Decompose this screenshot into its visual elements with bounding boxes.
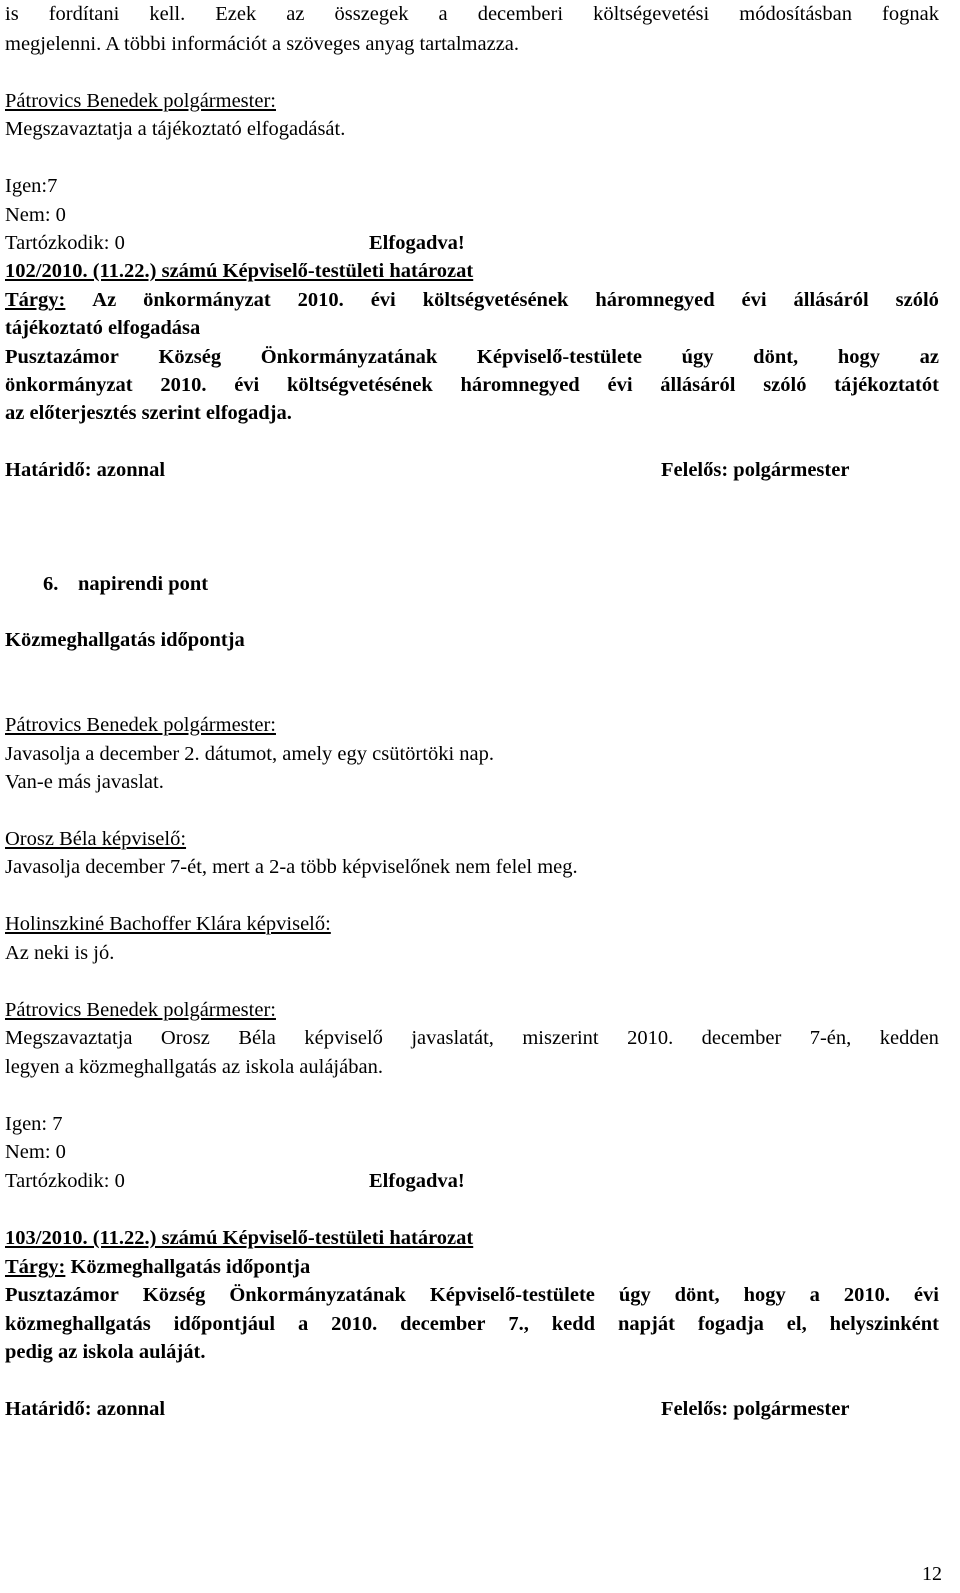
- responsible: Felelős: polgármester: [661, 459, 850, 481]
- speaker-text: Javasolja a december 2. dátumot, amely egy csütörtöki nap.: [5, 743, 494, 765]
- word: 2010.: [297, 289, 344, 311]
- word: kedd: [551, 1313, 596, 1335]
- page-number: 12: [922, 1563, 942, 1585]
- word: Béla: [238, 1027, 276, 1049]
- agenda-topic: Közmeghallgatás időpontja: [5, 629, 245, 651]
- word: 2010.: [843, 1284, 890, 1306]
- speaker-text-line-1: [5, 1024, 939, 1052]
- word: hogy: [837, 346, 880, 368]
- word: 2010.: [331, 1313, 378, 1335]
- subject-label: Tárgy:: [5, 1256, 66, 1278]
- word: dönt,: [753, 346, 799, 368]
- word: úgy: [618, 1284, 651, 1306]
- word: időpontjául: [173, 1313, 276, 1335]
- word: fognak: [882, 3, 939, 25]
- word: költségvetésének: [422, 289, 569, 311]
- word: önkormányzat: [5, 374, 133, 396]
- word: decemberi: [477, 3, 564, 25]
- speaker-text: Megszavaztatja a tájékoztató elfogadását.: [5, 118, 346, 140]
- subject-text: Közmeghallgatás időpontja: [70, 1256, 311, 1278]
- word: Pusztazámor: [5, 1284, 119, 1306]
- word: fordítani: [48, 3, 120, 25]
- resolution-title: 102/2010. (11.22.) számú Képviselő-testületi határozat: [5, 260, 474, 282]
- word: 7-én,: [809, 1027, 852, 1049]
- speaker-name: Pátrovics Benedek polgármester:: [5, 714, 276, 736]
- word: 7.,: [508, 1313, 529, 1335]
- vote-no: Nem: 0: [5, 204, 66, 226]
- word: állásáról: [660, 374, 736, 396]
- word: szóló: [895, 289, 939, 311]
- word: háromnegyed: [460, 374, 580, 396]
- word: képviselő: [304, 1027, 383, 1049]
- word: évi: [913, 1284, 939, 1306]
- word: évi: [234, 374, 260, 396]
- vote-result: Elfogadva!: [369, 1170, 465, 1192]
- word: a: [297, 1313, 309, 1335]
- speaker-text: Az neki is jó.: [5, 942, 115, 964]
- vote-no: Nem: 0: [5, 1141, 66, 1163]
- word: közmeghallgatás: [5, 1313, 151, 1335]
- word: háromnegyed: [595, 289, 715, 311]
- word: napját: [617, 1313, 675, 1335]
- subject-label: Tárgy:: [5, 289, 66, 311]
- word: állásáról: [793, 289, 869, 311]
- word: kedden: [879, 1027, 939, 1049]
- word: Az: [92, 289, 117, 311]
- word: Község: [142, 1284, 206, 1306]
- word: Község: [158, 346, 222, 368]
- word: javaslatát,: [411, 1027, 494, 1049]
- word: hogy: [743, 1284, 786, 1306]
- vote-yes: Igen:7: [5, 175, 58, 197]
- word: dönt,: [674, 1284, 720, 1306]
- resolution-body-line-1: [5, 1281, 939, 1309]
- word: fogadja: [697, 1313, 764, 1335]
- speaker-name: Orosz Béla képviselő:: [5, 828, 187, 850]
- resolution-body-line-2: [5, 371, 939, 399]
- word: évi: [607, 374, 633, 396]
- word: Pusztazámor: [5, 346, 119, 368]
- word: módosításban: [739, 3, 853, 25]
- deadline: Határidő: azonnal: [5, 1398, 166, 1420]
- word: helyszinként: [829, 1313, 939, 1335]
- vote-result: Elfogadva!: [369, 232, 465, 254]
- word: is: [5, 3, 19, 25]
- speaker-name: Pátrovics Benedek polgármester:: [5, 999, 276, 1021]
- deadline: Határidő: azonnal: [5, 459, 166, 481]
- speaker-text: Javasolja december 7-ét, mert a 2-a több képviselőnek nem felel meg.: [5, 856, 578, 878]
- word: miszerint: [522, 1027, 599, 1049]
- resolution-subject-line-1: [5, 286, 939, 314]
- word: Megszavaztatja: [5, 1027, 133, 1049]
- word: a: [438, 3, 448, 25]
- word: évi: [370, 289, 396, 311]
- word: tájékoztatót: [834, 374, 939, 396]
- word: Önkormányzatának: [260, 346, 438, 368]
- vote-yes: Igen: 7: [5, 1113, 63, 1135]
- agenda-label: napirendi pont: [78, 573, 209, 595]
- word: Képviselő-testülete: [429, 1284, 595, 1306]
- resolution-subject: [5, 1253, 310, 1281]
- word: költségvetésének: [286, 374, 433, 396]
- speaker-name: Pátrovics Benedek polgármester:: [5, 90, 276, 112]
- word: összegek: [334, 3, 409, 25]
- resolution-subject-line-2: tájékoztató elfogadása: [5, 317, 201, 339]
- resolution-title: 103/2010. (11.22.) számú Képviselő-testületi határozat: [5, 1227, 474, 1249]
- word: úgy: [681, 346, 714, 368]
- agenda-number: 6.: [43, 573, 59, 595]
- word: Ezek: [215, 3, 257, 25]
- word: önkormányzat: [143, 289, 271, 311]
- word: a: [809, 1284, 820, 1306]
- resolution-body-line-1: [5, 343, 939, 371]
- responsible: Felelős: polgármester: [661, 1398, 850, 1420]
- speaker-text: Van-e más javaslat.: [5, 771, 164, 793]
- word: szóló: [763, 374, 807, 396]
- word: kell.: [149, 3, 186, 25]
- vote-abstain: Tartózkodik: 0: [5, 232, 125, 254]
- word: az: [286, 3, 305, 25]
- resolution-body-line-2: [5, 1310, 939, 1338]
- vote-abstain: Tartózkodik: 0: [5, 1170, 125, 1192]
- word: Orosz: [160, 1027, 210, 1049]
- resolution-body-line-3: pedig az iskola auláját.: [5, 1341, 206, 1363]
- word: költségevetési: [593, 3, 710, 25]
- word: december: [701, 1027, 782, 1049]
- speaker-name: Holinszkiné Bachoffer Klára képviselő:: [5, 913, 331, 935]
- word: Önkormányzatának: [229, 1284, 406, 1306]
- word: Képviselő-testülete: [476, 346, 643, 368]
- word: az: [919, 346, 939, 368]
- speaker-text-line-2: legyen a közmeghallgatás az iskola aulájában.: [5, 1056, 383, 1078]
- word: 2010.: [160, 374, 207, 396]
- word: évi: [741, 289, 767, 311]
- intro-line-2: megjelenni. A többi információt a szöveges anyag tartalmazza.: [5, 33, 520, 55]
- intro-line-1: [5, 0, 939, 28]
- word: december: [400, 1313, 486, 1335]
- word: el,: [786, 1313, 807, 1335]
- word: 2010.: [627, 1027, 674, 1049]
- resolution-body-line-3: az előterjesztés szerint elfogadja.: [5, 402, 292, 424]
